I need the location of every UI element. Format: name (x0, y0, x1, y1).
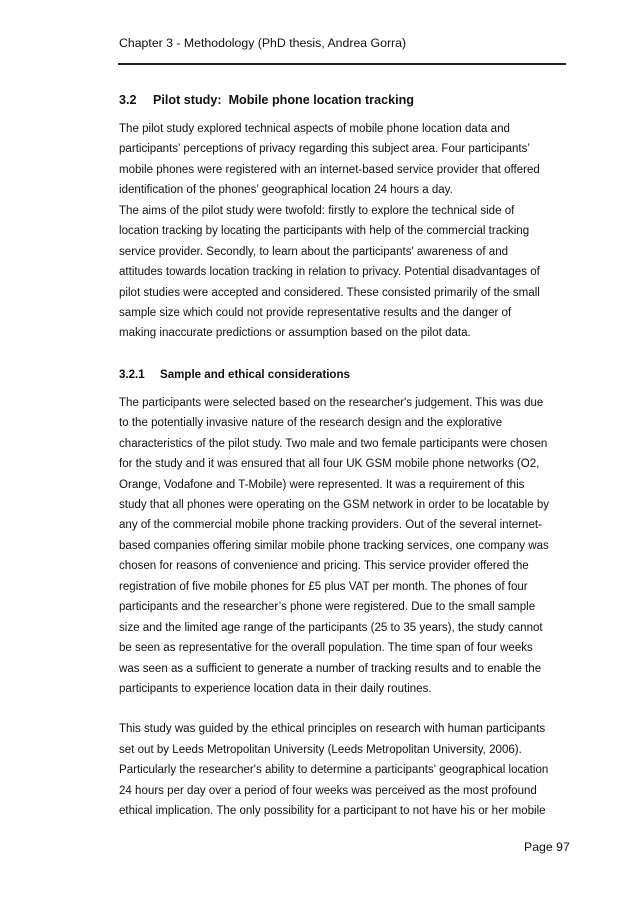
text-line: registration of five mobile phones for £5 plus VAT per month. The phones of four (119, 580, 528, 593)
text-line: making inaccurate predictions or assumption based on the pilot data. (119, 327, 471, 340)
text-line: 24 hours per day over a period of four weeks was perceived as the most profound (119, 784, 537, 797)
text-line: any of the commercial mobile phone tracking providers. Out of the several internet- (119, 519, 542, 532)
subsection-paragraph-2 (119, 719, 571, 821)
text-line: Particularly the researcher's ability to determine a participants' geographical location (119, 764, 549, 777)
text-line: sample size which could not provide representative results and the danger of (119, 306, 512, 319)
text-line: chosen for reasons of convenience and pricing. This service provider offered the (119, 560, 529, 573)
text-line: Orange, Vodafone and T-Mobile) were represented. It was a requirement of this (119, 478, 525, 491)
subsection-title: Sample and ethical considerations (160, 368, 350, 381)
text-line: service provider. Secondly, to learn about the participants' awareness of and (119, 245, 509, 258)
subsection-paragraph-1 (119, 393, 571, 700)
page-number: Page 97 (524, 840, 570, 854)
text-line: mobile phones were registered with an internet-based service provider that offered (119, 163, 540, 176)
section-title: Pilot study: Mobile phone location tracking (153, 93, 414, 107)
text-line: attitudes towards location tracking in relation to privacy. Potential disadvantages of (119, 266, 540, 279)
section-paragraph (119, 119, 571, 344)
text-line: participants to experience location data in their daily routines. (119, 682, 432, 695)
text-line: to the potentially invasive nature of the research design and the explorative (119, 417, 503, 430)
text-line: The participants were selected based on the researcher's judgement. This was due (119, 396, 544, 409)
text-line: for the study and it was ensured that all four UK GSM mobile phone networks (O2, (119, 458, 540, 471)
text-line: was seen as a sufficient to generate a number of tracking results and to enable the (119, 662, 542, 675)
running-header: Chapter 3 - Methodology (PhD thesis, Andrea Gorra) (119, 36, 407, 50)
text-line: ethical implication. The only possibility for a participant to not have his or her mobile (119, 805, 546, 818)
text-line: This study was guided by the ethical principles on research with human participants (119, 723, 546, 736)
section-heading (119, 88, 571, 112)
subsection-heading (119, 365, 571, 385)
text-line: participants’ perceptions of privacy regarding this subject area. Four participants’ (119, 143, 530, 156)
text-line: based companies offering similar mobile phone tracking services, one company was (119, 539, 549, 552)
text-line: study that all phones were operating on the GSM network in order to be locatable by (119, 499, 550, 511)
text-line: identification of the phones’ geographical location 24 hours a day. (119, 184, 453, 197)
header-rule (118, 63, 566, 65)
text-line: The aims of the pilot study were twofold: firstly to explore the technical side of (119, 204, 515, 217)
page-body (119, 88, 571, 822)
text-line: pilot studies were accepted and considered. These consisted primarily of the small (119, 286, 540, 299)
section-number: 3.2 (119, 93, 137, 107)
subsection-number: 3.2.1 (119, 368, 145, 381)
text-line: characteristics of the pilot study. Two male and two female participants were chosen (119, 437, 548, 450)
text-line: size and the limited age range of the participants (25 to 35 years), the study cannot (119, 621, 543, 634)
text-line: set out by Leeds Metropolitan University (Leeds Metropolitan University, 2006). (119, 743, 522, 756)
text-line: location tracking by locating the participants with help of the commercial tracking (119, 225, 530, 238)
text-line: be seen as representative for the overall population. The time span of four weeks (119, 642, 533, 655)
text-line: The pilot study explored technical aspects of mobile phone location data and (119, 123, 510, 135)
text-line: participants and the researcher’s phone were registered. Due to the small sample (119, 601, 536, 614)
